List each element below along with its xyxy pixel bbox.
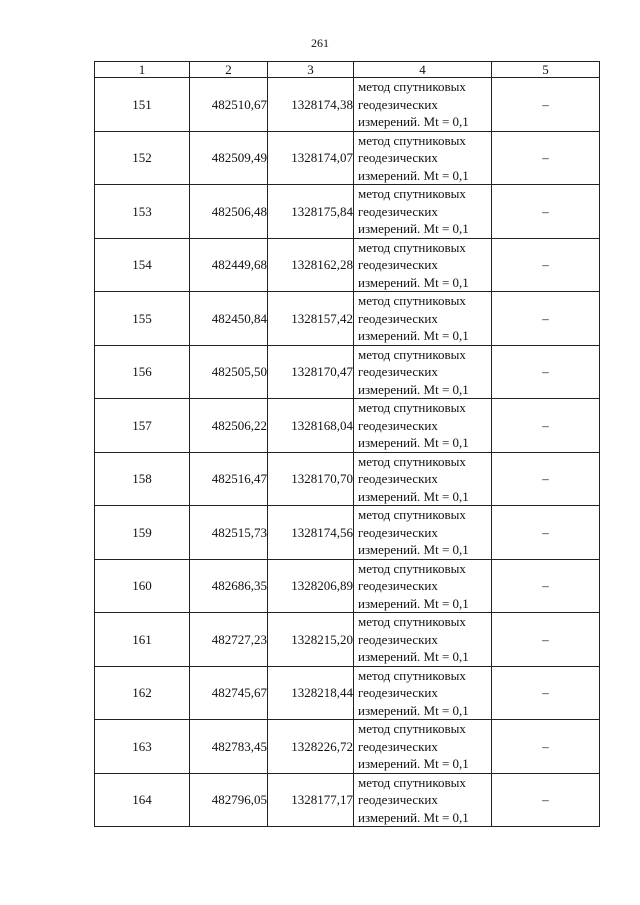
note-cell: – bbox=[492, 292, 600, 346]
method-line: геодезических bbox=[358, 738, 438, 754]
method-line: метод спутниковых bbox=[358, 560, 466, 576]
header-col-1: 1 bbox=[95, 62, 190, 78]
method-cell bbox=[354, 613, 492, 667]
table-row bbox=[95, 773, 600, 827]
method-line: измерений. Mt = 0,1 bbox=[358, 809, 469, 825]
y-coordinate-cell: 1328218,44 bbox=[268, 666, 354, 720]
note-cell: – bbox=[492, 452, 600, 506]
method-line: метод спутниковых bbox=[358, 507, 466, 522]
point-number-cell: 159 bbox=[95, 506, 190, 560]
point-number-cell: 164 bbox=[95, 773, 190, 827]
table-body bbox=[95, 78, 600, 827]
x-coordinate-cell: 482505,50 bbox=[190, 345, 268, 399]
note-cell: – bbox=[492, 399, 600, 453]
point-number-cell: 158 bbox=[95, 452, 190, 506]
table-row bbox=[95, 345, 600, 399]
method-line: геодезических bbox=[358, 524, 438, 540]
table-row bbox=[95, 292, 600, 346]
method-line: измерений. Mt = 0,1 bbox=[358, 488, 469, 504]
method-line: геодезических bbox=[358, 257, 438, 272]
y-coordinate-cell: 1328168,04 bbox=[268, 399, 354, 453]
note-cell: – bbox=[492, 78, 600, 132]
table-row bbox=[95, 399, 600, 453]
header-col-4: 4 bbox=[354, 62, 492, 78]
y-coordinate-cell: 1328206,89 bbox=[268, 559, 354, 613]
method-line: геодезических bbox=[358, 96, 438, 112]
x-coordinate-cell: 482745,67 bbox=[190, 666, 268, 720]
header-row bbox=[95, 62, 600, 78]
x-coordinate-cell: 482509,49 bbox=[190, 131, 268, 185]
method-cell bbox=[354, 185, 492, 239]
x-coordinate-cell: 482686,35 bbox=[190, 559, 268, 613]
method-line: метод спутниковых bbox=[358, 239, 466, 255]
point-number-cell: 151 bbox=[95, 78, 190, 132]
method-line: метод спутниковых bbox=[358, 774, 466, 790]
table-row bbox=[95, 613, 600, 667]
point-number-cell: 152 bbox=[95, 131, 190, 185]
y-coordinate-cell: 1328157,42 bbox=[268, 292, 354, 346]
method-line: геодезических bbox=[358, 150, 438, 165]
x-coordinate-cell: 482727,23 bbox=[190, 613, 268, 667]
note-cell: – bbox=[492, 666, 600, 720]
method-line: геодезических bbox=[358, 203, 438, 219]
header-col-2: 2 bbox=[190, 62, 268, 78]
x-coordinate-cell: 482506,48 bbox=[190, 185, 268, 239]
x-coordinate-cell: 482449,68 bbox=[190, 238, 268, 292]
header-col-5: 5 bbox=[492, 62, 600, 78]
y-coordinate-cell: 1328174,56 bbox=[268, 506, 354, 560]
x-coordinate-cell: 482516,47 bbox=[190, 452, 268, 506]
method-line: геодезических bbox=[358, 631, 438, 647]
y-coordinate-cell: 1328174,38 bbox=[268, 78, 354, 132]
note-cell: – bbox=[492, 773, 600, 827]
table-row bbox=[95, 238, 600, 292]
method-line: измерений. Mt = 0,1 bbox=[358, 595, 469, 611]
method-line: измерений. Mt = 0,1 bbox=[358, 702, 469, 718]
method-line: геодезических bbox=[358, 685, 438, 700]
table-row bbox=[95, 720, 600, 774]
method-cell bbox=[354, 666, 492, 720]
table-header bbox=[95, 62, 600, 78]
note-cell: – bbox=[492, 506, 600, 560]
table-row bbox=[95, 452, 600, 506]
table-row bbox=[95, 559, 600, 613]
table-row bbox=[95, 666, 600, 720]
method-cell bbox=[354, 559, 492, 613]
method-line: геодезических bbox=[358, 310, 438, 326]
point-number-cell: 163 bbox=[95, 720, 190, 774]
method-cell bbox=[354, 399, 492, 453]
note-cell: – bbox=[492, 559, 600, 613]
method-cell bbox=[354, 238, 492, 292]
method-cell bbox=[354, 292, 492, 346]
note-cell: – bbox=[492, 238, 600, 292]
method-line: метод спутниковых bbox=[358, 346, 466, 362]
x-coordinate-cell: 482515,73 bbox=[190, 506, 268, 560]
method-line: измерений. Mt = 0,1 bbox=[358, 221, 469, 236]
method-line: измерений. Mt = 0,1 bbox=[358, 435, 469, 450]
table-row bbox=[95, 78, 600, 132]
method-line: геодезических bbox=[358, 417, 438, 433]
method-line: измерений. Mt = 0,1 bbox=[358, 649, 469, 664]
table-row bbox=[95, 506, 600, 560]
method-cell bbox=[354, 773, 492, 827]
method-line: метод спутниковых bbox=[358, 614, 466, 629]
note-cell: – bbox=[492, 185, 600, 239]
method-line: измерений. Mt = 0,1 bbox=[358, 328, 469, 343]
method-cell bbox=[354, 452, 492, 506]
x-coordinate-cell: 482783,45 bbox=[190, 720, 268, 774]
note-cell: – bbox=[492, 131, 600, 185]
y-coordinate-cell: 1328170,47 bbox=[268, 345, 354, 399]
method-line: метод спутниковых bbox=[358, 79, 466, 94]
method-line: метод спутниковых bbox=[358, 132, 466, 148]
point-number-cell: 153 bbox=[95, 185, 190, 239]
x-coordinate-cell: 482506,22 bbox=[190, 399, 268, 453]
method-line: геодезических bbox=[358, 578, 438, 593]
note-cell: – bbox=[492, 613, 600, 667]
point-number-cell: 155 bbox=[95, 292, 190, 346]
method-line: геодезических bbox=[358, 792, 438, 807]
method-line: метод спутниковых bbox=[358, 186, 466, 201]
y-coordinate-cell: 1328162,28 bbox=[268, 238, 354, 292]
x-coordinate-cell: 482450,84 bbox=[190, 292, 268, 346]
y-coordinate-cell: 1328177,17 bbox=[268, 773, 354, 827]
note-cell: – bbox=[492, 720, 600, 774]
method-line: измерений. Mt = 0,1 bbox=[358, 274, 469, 290]
method-cell bbox=[354, 506, 492, 560]
method-line: измерений. Mt = 0,1 bbox=[358, 756, 469, 771]
x-coordinate-cell: 482796,05 bbox=[190, 773, 268, 827]
table-row bbox=[95, 131, 600, 185]
method-line: метод спутниковых bbox=[358, 293, 466, 308]
method-line: измерений. Mt = 0,1 bbox=[358, 542, 469, 557]
method-line: метод спутниковых bbox=[358, 667, 466, 683]
point-number-cell: 154 bbox=[95, 238, 190, 292]
method-cell bbox=[354, 131, 492, 185]
method-cell bbox=[354, 345, 492, 399]
x-coordinate-cell: 482510,67 bbox=[190, 78, 268, 132]
point-number-cell: 160 bbox=[95, 559, 190, 613]
method-line: метод спутниковых bbox=[358, 400, 466, 415]
method-line: геодезических bbox=[358, 364, 438, 379]
method-line: измерений. Mt = 0,1 bbox=[358, 167, 469, 183]
y-coordinate-cell: 1328175,84 bbox=[268, 185, 354, 239]
y-coordinate-cell: 1328170,70 bbox=[268, 452, 354, 506]
y-coordinate-cell: 1328215,20 bbox=[268, 613, 354, 667]
method-line: метод спутниковых bbox=[358, 721, 466, 736]
point-number-cell: 157 bbox=[95, 399, 190, 453]
method-line: метод спутниковых bbox=[358, 453, 466, 469]
point-number-cell: 161 bbox=[95, 613, 190, 667]
point-number-cell: 162 bbox=[95, 666, 190, 720]
point-number-cell: 156 bbox=[95, 345, 190, 399]
y-coordinate-cell: 1328226,72 bbox=[268, 720, 354, 774]
table-row bbox=[95, 185, 600, 239]
page-number: 261 bbox=[311, 36, 329, 50]
method-line: измерений. Mt = 0,1 bbox=[358, 381, 469, 397]
method-line: геодезических bbox=[358, 471, 438, 486]
method-line: измерений. Mt = 0,1 bbox=[358, 114, 469, 129]
coordinates-table bbox=[94, 61, 600, 827]
note-cell: – bbox=[492, 345, 600, 399]
header-col-3: 3 bbox=[268, 62, 354, 78]
method-cell bbox=[354, 78, 492, 132]
y-coordinate-cell: 1328174,07 bbox=[268, 131, 354, 185]
method-cell bbox=[354, 720, 492, 774]
